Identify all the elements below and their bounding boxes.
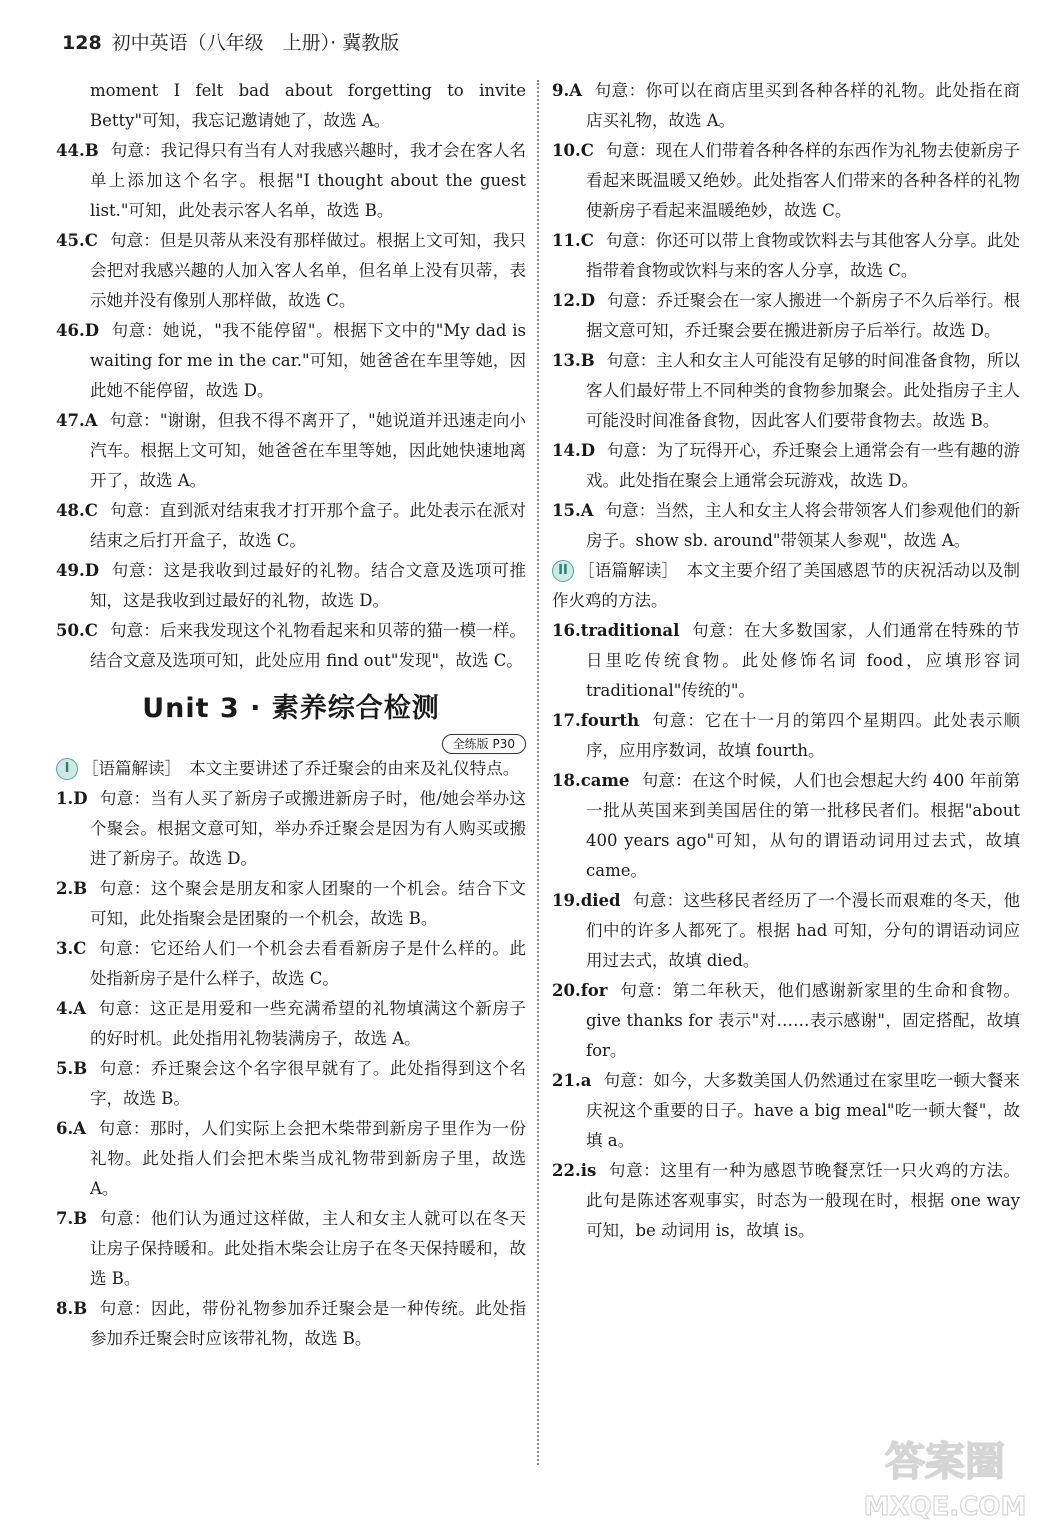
answer-number: 4.A xyxy=(56,999,87,1018)
answer-number: 13.B xyxy=(552,351,595,370)
column-divider xyxy=(537,80,539,1465)
answer-item xyxy=(56,406,526,496)
continuation-text: moment I felt bad about forgetting to invite Betty"可知，我忘记邀请她了，故选 A。 xyxy=(90,81,526,130)
answer-item xyxy=(56,556,526,616)
page-number: 128 xyxy=(62,32,102,54)
answer-explanation: 句意：那时，人们实际上会把木柴带到新房子里作为一份礼物。此处指人们会把木柴当成礼物带到新房子里，故选 A。 xyxy=(90,1119,526,1198)
answer-number: 17.fourth xyxy=(552,711,640,730)
answer-list-16-22 xyxy=(552,616,1020,1246)
answer-number: 48.C xyxy=(56,501,98,520)
answer-explanation: 句意：当有人买了新房子或搬进新房子时，他/她会举办这个聚会。根据文意可知，举办乔迁聚会是因为有人购买或搬进了新房子。故选 D。 xyxy=(90,789,526,868)
answer-number: 49.D xyxy=(56,561,100,580)
answer-explanation: 句意：乔迁聚会这个名字很早就有了。此处指得到这个名字，故选 B。 xyxy=(90,1059,526,1108)
answer-explanation: 句意：她说，"我不能停留"。根据下文中的"My dad is waiting for me in the car."可知，她爸爸在车里等她，因此她不能停留，故选 D。 xyxy=(90,321,526,400)
answer-item xyxy=(56,1114,526,1204)
answer-number: 7.B xyxy=(56,1209,88,1228)
answer-item xyxy=(56,784,526,874)
answer-explanation: 句意：第二年秋天，他们感谢新家里的生命和食物。give thanks for 表示"对……表示感谢"，固定搭配，故填 for。 xyxy=(586,981,1020,1060)
answer-explanation: 句意：这里有一种为感恩节晚餐烹饪一只火鸡的方法。此句是陈述客观事实，时态为一般现在时，根据 one way 可知，be 动词用 is，故填 is。 xyxy=(586,1161,1020,1240)
left-column xyxy=(56,76,526,1354)
answer-number: 15.A xyxy=(552,501,594,520)
answer-number: 9.A xyxy=(552,81,583,100)
answer-item xyxy=(56,1054,526,1114)
answer-explanation: 句意：他们认为通过这样做，主人和女主人就可以在冬天让房子保持暖和。此处指木柴会让房子在冬天保持暖和，故选 B。 xyxy=(90,1209,526,1288)
answer-list-44-50 xyxy=(56,136,526,676)
answer-explanation: 句意：现在人们带着各种各样的东西作为礼物去使新房子看起来既温暖又绝妙。此处指客人们带来的各种各样的礼物使新房子看起来温暖绝妙，故选 C。 xyxy=(586,141,1020,220)
answer-item xyxy=(552,226,1020,286)
page-header xyxy=(62,28,399,55)
answer-explanation: 句意：这是我收到过最好的礼物。结合文意及选项可推知，这是我收到过最好的礼物，故选 D。 xyxy=(90,561,526,610)
answer-item xyxy=(552,496,1020,556)
watermark-line-1: 答案圈 xyxy=(885,1439,1005,1485)
answer-explanation: 句意：在这个时候，人们也会想起大约 400 年前第一批从英国来到美国居住的第一批移民者们。根据"about 400 years ago"可知，从句的谓语动词用过去式，故填 came。 xyxy=(586,771,1020,880)
answer-number: 10.C xyxy=(552,141,594,160)
answer-explanation: 句意：后来我发现这个礼物看起来和贝蒂的猫一模一样。结合文意及选项可知，此处应用 find out"发现"，故选 C。 xyxy=(90,621,526,670)
answer-number: 19.died xyxy=(552,891,621,910)
answer-explanation: 句意：但是贝蒂从来没有那样做过。根据上文可知，我只会把对我感兴趣的人加入客人名单，但名单上没有贝蒂，表示她并没有像别人那样做，故选 C。 xyxy=(90,231,526,310)
answer-number: 2.B xyxy=(56,879,88,898)
answer-explanation: 句意：你可以在商店里买到各种各样的礼物。此处指在商店买礼物，故选 A。 xyxy=(586,81,1020,130)
watermark-logo xyxy=(860,1420,1030,1530)
section-2-intro xyxy=(552,556,1020,616)
answer-list-9-15 xyxy=(552,76,1020,556)
answer-number: 22.is xyxy=(552,1161,597,1180)
answer-item xyxy=(552,766,1020,886)
answer-explanation: 句意：因此，带份礼物参加乔迁聚会是一种传统。此处指参加乔迁聚会时应该带礼物，故选 B。 xyxy=(90,1299,526,1348)
edition-tag-row xyxy=(56,728,526,754)
answer-item xyxy=(552,976,1020,1066)
answer-number: 20.for xyxy=(552,981,608,1000)
answer-number: 46.D xyxy=(56,321,100,340)
answer-explanation: 句意：它在十一月的第四个星期四。此处表示顺序，应用序数词，故填 fourth。 xyxy=(586,711,1020,760)
answer-number: 8.B xyxy=(56,1299,88,1318)
answer-explanation: 句意：为了玩得开心，乔迁聚会上通常会有一些有趣的游戏。此处指在聚会上通常会玩游戏，故选 D。 xyxy=(586,441,1020,490)
answer-item xyxy=(56,874,526,934)
section-2-badge: II xyxy=(552,560,574,582)
answer-item xyxy=(56,226,526,316)
answer-number: 12.D xyxy=(552,291,596,310)
book-title: 初中英语（八年级 上册）· 冀教版 xyxy=(111,32,400,54)
answer-explanation: 句意：主人和女主人可能没有足够的时间准备食物，所以客人们最好带上不同种类的食物参加聚会。此处指房子主人可能没时间准备食物，因此客人们要带食物去。故选 B。 xyxy=(586,351,1020,430)
answer-explanation: 句意：直到派对结束我才打开那个盒子。此处表示在派对结束之后打开盒子，故选 C。 xyxy=(90,501,526,550)
section-1-intro xyxy=(56,754,526,784)
edition-tag: 全练版 P30 xyxy=(442,734,526,754)
answer-explanation: 句意：它还给人们一个机会去看看新房子是什么样的。此处指新房子是什么样子，故选 C。 xyxy=(90,939,526,988)
answer-number: 14.D xyxy=(552,441,596,460)
answer-item xyxy=(552,616,1020,706)
answer-item xyxy=(56,616,526,676)
answer-number: 44.B xyxy=(56,141,99,160)
answer-explanation: 句意：在大多数国家，人们通常在特殊的节日里吃传统食物。此处修饰名词 food，应填形容词 traditional"传统的"。 xyxy=(586,621,1020,700)
answer-item xyxy=(552,346,1020,436)
answer-number: 16.traditional xyxy=(552,621,680,640)
answer-explanation: 句意："谢谢，但我不得不离开了，"她说道并迅速走向小汽车。根据上文可知，她爸爸在车里等她，因此她快速地离开了，故选 A。 xyxy=(90,411,526,490)
answer-explanation: 句意：如今，大多数美国人仍然通过在家里吃一顿大餐来庆祝这个重要的日子。have a big meal"吃一顿大餐"，故填 a。 xyxy=(586,1071,1020,1150)
answer-number: 50.C xyxy=(56,621,98,640)
answer-number: 5.B xyxy=(56,1059,88,1078)
answer-item xyxy=(56,994,526,1054)
section-2-intro-text: ［语篇解读］ 本文主要介绍了美国感恩节的庆祝活动以及制作火鸡的方法。 xyxy=(552,561,1020,610)
answer-number: 21.a xyxy=(552,1071,592,1090)
unit-title: Unit 3 · 素养综合检测 xyxy=(142,693,440,724)
answer-item xyxy=(552,1066,1020,1156)
answer-item xyxy=(552,436,1020,496)
answer-list-1-8 xyxy=(56,784,526,1354)
section-1-badge: I xyxy=(56,758,78,780)
answer-item xyxy=(552,286,1020,346)
answer-number: 6.A xyxy=(56,1119,87,1138)
answer-number: 1.D xyxy=(56,789,88,808)
answer-item xyxy=(56,496,526,556)
answer-explanation: 句意：我记得只有当有人对我感兴趣时，我才会在客人名单上添加这个名字。根据"I thought about the guest list."可知，此处表示客人名单，故选 B。 xyxy=(90,141,526,220)
answer-number: 11.C xyxy=(552,231,594,250)
answer-number: 45.C xyxy=(56,231,98,250)
answer-explanation: 句意：乔迁聚会在一家人搬进一个新房子不久后举行。根据文意可知，乔迁聚会要在搬进新房子后举行。故选 D。 xyxy=(586,291,1020,340)
answer-number: 47.A xyxy=(56,411,98,430)
answer-item xyxy=(56,1294,526,1354)
answer-item xyxy=(56,1204,526,1294)
answer-explanation: 句意：这个聚会是朋友和家人团聚的一个机会。结合下文可知，此处指聚会是团聚的一个机会，故选 B。 xyxy=(90,879,526,928)
answer-item xyxy=(552,886,1020,976)
answer-explanation: 句意：你还可以带上食物或饮料去与其他客人分享。此处指带着食物或饮料与来的客人分享，故选 C。 xyxy=(586,231,1020,280)
answer-explanation: 句意：当然，主人和女主人将会带领客人们参观他们的新房子。show sb. around"带领某人参观"，故选 A。 xyxy=(586,501,1020,550)
answer-item xyxy=(552,76,1020,136)
answer-item xyxy=(552,1156,1020,1246)
answer-item xyxy=(56,316,526,406)
answer-number: 18.came xyxy=(552,771,630,790)
watermark-line-2: MXQE.COM xyxy=(863,1492,1027,1522)
answer-item xyxy=(552,706,1020,766)
section-1-intro-text: ［语篇解读］ 本文主要讲述了乔迁聚会的由来及礼仪特点。 xyxy=(82,759,520,778)
answer-number: 3.C xyxy=(56,939,87,958)
answer-explanation: 句意：这些移民者经历了一个漫长而艰难的冬天，他们中的许多人都死了。根据 had 可知，分句的谓语动词应用过去式，故填 died。 xyxy=(586,891,1020,970)
answer-item xyxy=(552,136,1020,226)
answer-explanation: 句意：这正是用爱和一些充满希望的礼物填满这个新房子的好时机。此处指用礼物装满房子，故选 A。 xyxy=(90,999,526,1048)
answer-item xyxy=(56,136,526,226)
right-column xyxy=(552,76,1020,1246)
answer-item xyxy=(56,934,526,994)
